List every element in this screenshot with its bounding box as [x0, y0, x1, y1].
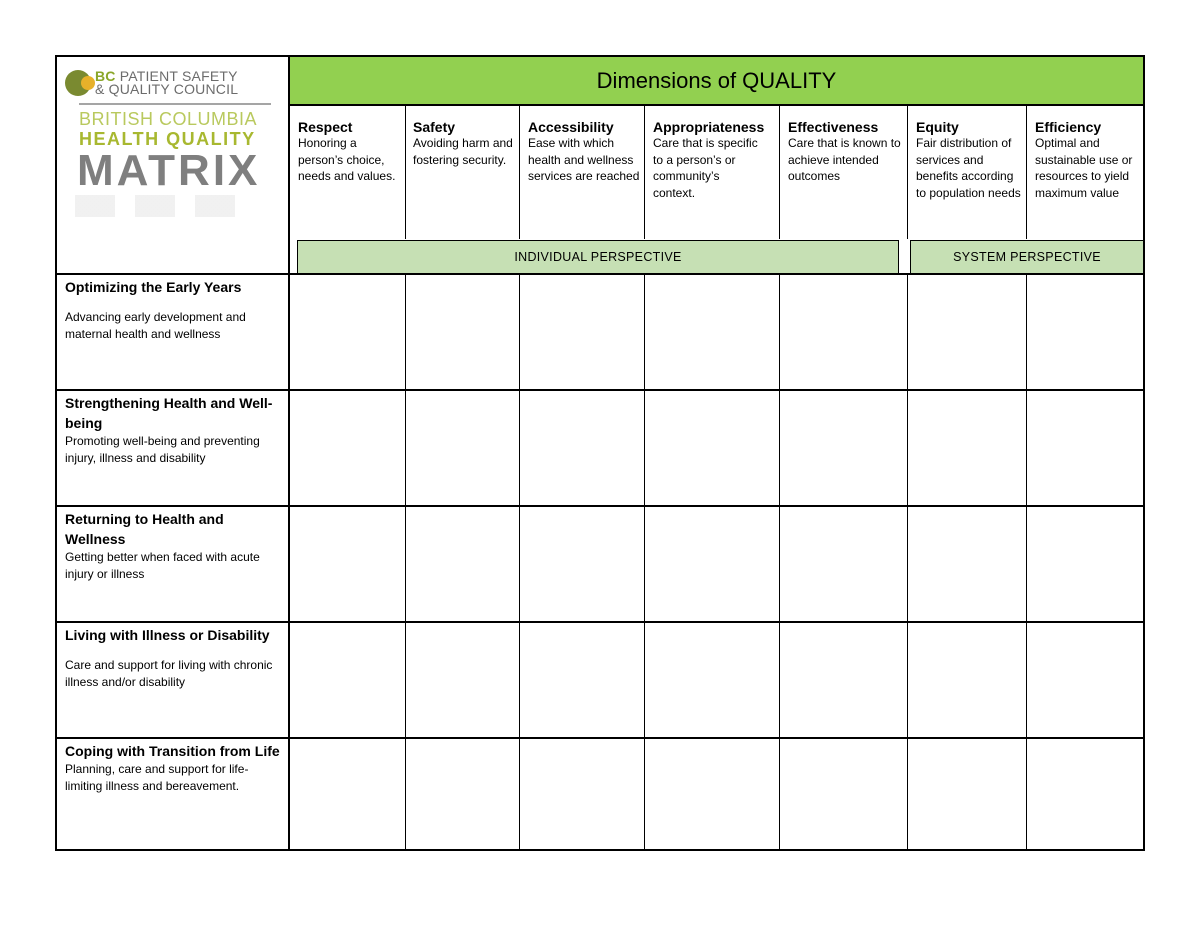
logo-line1: BRITISH COLUMBIA	[79, 109, 258, 129]
row-description: Planning, care and support for life-limiting illness and bereavement.	[65, 762, 249, 793]
dimension-description: Honoring a person’s choice, needs and values.	[298, 136, 396, 183]
body-col-divider	[907, 275, 908, 849]
header-col-divider	[519, 104, 520, 239]
row-coping-with-transition	[65, 741, 285, 795]
dimension-efficiency	[1035, 119, 1143, 201]
row-returning-to-health	[65, 509, 285, 583]
header-col-divider	[405, 104, 406, 239]
row-strengthening-health	[65, 393, 285, 467]
row-title: Living with Illness or Disability	[65, 627, 270, 643]
row-description: Promoting well-being and preventing injury, illness and disability	[65, 434, 260, 465]
dimension-name: Safety	[413, 119, 456, 135]
row-title: Returning to Health and Wellness	[65, 511, 224, 547]
header-col-divider	[907, 104, 908, 239]
logo-org-abbrev: BC	[95, 68, 116, 84]
row-description: Care and support for living with chronic illness and/or disability	[65, 658, 273, 689]
dimension-description: Avoiding harm and fostering security.	[413, 136, 513, 167]
body-col-divider	[1026, 275, 1027, 849]
row-divider	[57, 621, 1143, 623]
body-col-divider	[644, 275, 645, 849]
dimension-name: Equity	[916, 119, 959, 135]
dimension-name: Accessibility	[528, 119, 614, 135]
dimension-name: Respect	[298, 119, 353, 135]
logo-org-line1: PATIENT SAFETY	[115, 68, 238, 84]
header-col-divider	[1026, 104, 1027, 239]
quality-matrix-table	[55, 55, 1145, 851]
dimension-description: Care that is specific to a person’s or community’s context.	[653, 136, 758, 200]
logo-line3: MATRIX	[77, 146, 261, 195]
dimension-equity	[916, 119, 1024, 201]
dimension-name: Appropriateness	[653, 119, 765, 135]
bc-council-logo-icon	[65, 70, 91, 96]
system-perspective-label: SYSTEM PERSPECTIVE	[953, 250, 1101, 264]
body-col-divider	[405, 275, 406, 849]
individual-perspective-bar	[297, 240, 899, 274]
body-col-divider	[519, 275, 520, 849]
dimension-accessibility	[528, 119, 642, 185]
label-column-divider	[288, 57, 290, 849]
row-optimizing-early-years	[65, 277, 285, 343]
bc-health-quality-matrix-logo	[65, 67, 275, 217]
row-divider	[57, 737, 1143, 739]
dimension-name: Efficiency	[1035, 119, 1102, 135]
row-description: Getting better when faced with acute injury or illness	[65, 550, 260, 581]
dimension-description: Care that is known to achieve intended outcomes	[788, 136, 901, 183]
row-description: Advancing early development and maternal health and wellness	[65, 310, 246, 341]
row-title: Optimizing the Early Years	[65, 279, 242, 295]
dimension-description: Optimal and sustainable use or resources to yield maximum value	[1035, 136, 1133, 200]
header-col-divider	[779, 104, 780, 239]
system-perspective-bar	[910, 240, 1144, 274]
row-living-with-illness	[65, 625, 285, 691]
body-col-divider	[779, 275, 780, 849]
row-title: Strengthening Health and Well-being	[65, 395, 273, 431]
dimension-respect	[298, 119, 403, 185]
dimension-description: Ease with which health and wellness services are reached	[528, 136, 640, 183]
dimension-safety	[413, 119, 517, 168]
dimension-appropriateness	[653, 119, 779, 201]
dimensions-header	[290, 57, 1143, 106]
dimension-description: Fair distribution of services and benefits according to population needs	[916, 136, 1021, 200]
row-divider	[57, 273, 1143, 275]
logo-line2: HEALTH QUALITY	[79, 129, 256, 149]
logo-org-line2: & QUALITY COUNCIL	[95, 81, 239, 97]
row-title: Coping with Transition from Life	[65, 743, 280, 759]
dimensions-title: Dimensions of QUALITY	[596, 67, 837, 93]
logo-divider	[79, 103, 271, 105]
dimension-effectiveness	[788, 119, 906, 185]
logo-watermark	[75, 195, 275, 217]
row-divider	[57, 389, 1143, 391]
individual-perspective-label: INDIVIDUAL PERSPECTIVE	[514, 250, 682, 264]
row-divider	[57, 505, 1143, 507]
dimension-name: Effectiveness	[788, 119, 879, 135]
header-col-divider	[644, 104, 645, 239]
